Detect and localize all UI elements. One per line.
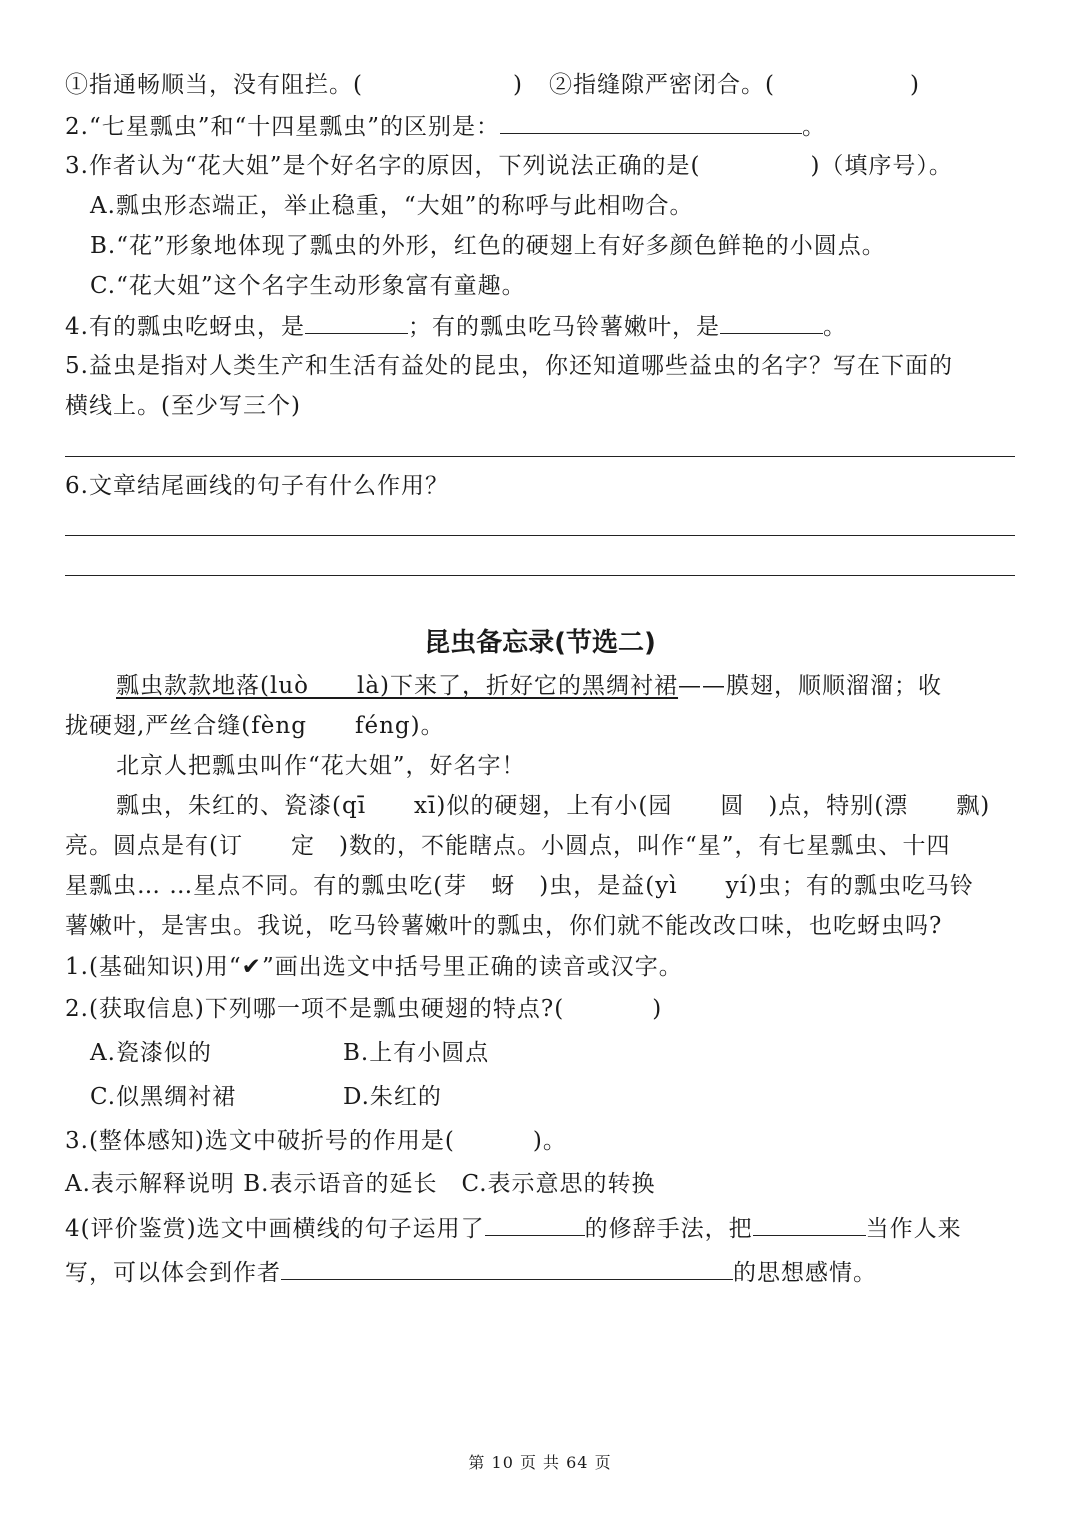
p2-q3-line: [65, 1126, 567, 1156]
p2-q4-blank-1[interactable]: [485, 1213, 585, 1236]
q4-text-b: ；有的瓢虫吃马铃薯嫩叶，是: [407, 314, 720, 340]
q1-sub1-close: ): [512, 72, 523, 98]
q6-answer-line-2[interactable]: [65, 575, 1015, 576]
q4-text-a: 4.有的瓢虫吃蚜虫，是: [65, 314, 305, 340]
passage-p1-line1-rest: ——膜翅，顺顺溜溜；收: [678, 673, 943, 699]
q3-option-a: A.瓢虫形态端正，举止稳重，“大姐”的称呼与此相吻合。: [90, 193, 694, 219]
q3-option-c: C.“花大姐”这个名字生动形象富有童趣。: [90, 273, 526, 299]
q6-text: 6.文章结尾画线的句子有什么作用？: [65, 473, 449, 499]
p2-q1-post: ”画出选文中括号里正确的读音或汉字。: [261, 954, 683, 980]
section-title: 昆虫备忘录(节选二): [424, 628, 656, 658]
q2-end: 。: [801, 114, 826, 140]
passage-p3-line2: 亮。圆点是有(订 定 )数的，不能瞎点。小圆点，叫作“星”，有七星瓢虫、十四: [65, 833, 951, 859]
page-number-footer: 第 10 页 共 64 页: [468, 1453, 612, 1472]
underlined-sentence: 瓢虫款款地落(luò là)下来了，折好它的黑绸衬裙: [116, 673, 679, 699]
passage-p3-line1: 瓢虫，朱红的、瓷漆(qī xī)似的硬翅，上有小(园 圆 )点，特别(漂 飘): [116, 793, 991, 819]
q5-answer-line[interactable]: [65, 456, 1015, 457]
q2-text: 2.“七星瓢虫”和“十四星瓢虫”的区别是：: [65, 114, 500, 140]
p2-q3-options: A.表示解释说明 B.表示语音的延长 C.表示意思的转换: [65, 1171, 656, 1197]
q3-text: 3.作者认为“花大姐”是个好名字的原因，下列说法正确的是(: [65, 153, 701, 179]
p2-q4-line2-b: 的思想感情。: [733, 1260, 877, 1286]
passage-p1-line2: 拢硬翅,严丝合缝(fèng féng)。: [65, 713, 445, 739]
p2-q4-blank-3[interactable]: [281, 1257, 733, 1280]
q1-sub1-text: ①指通畅顺当，没有阻拦。(: [65, 72, 363, 98]
p2-q4-line1: [65, 1213, 962, 1244]
passage-p3-line3: 星瓢虫… …星点不同。有的瓢虫吃(芽 蚜 )虫，是益(yì yí)虫；有的瓢虫吃马铃: [65, 873, 974, 899]
p2-q2-close: ): [652, 996, 663, 1022]
p2-q4-line2-a: 写，可以体会到作者: [65, 1260, 281, 1286]
q3-option-b: B.“花”形象地体现了瓢虫的外形，红色的硬翅上有好多颜色鲜艳的小圆点。: [90, 233, 886, 259]
q2-line: [65, 111, 826, 142]
passage-p1-line1: [116, 671, 942, 701]
checkmark-icon: ✔: [241, 954, 262, 980]
p2-q4-text-c: 当作人来: [865, 1216, 962, 1242]
q1-sub2-close: ): [909, 72, 920, 98]
p2-q1-line: [65, 952, 683, 982]
p2-q1-pre: 1.(基础知识)用“: [65, 954, 242, 980]
q2-answer-blank[interactable]: [500, 111, 802, 134]
p2-q4-text-b: 的修辞手法，把: [584, 1216, 753, 1242]
q5-line-1: 5.益虫是指对人类生产和生活有益处的昆虫，你还知道哪些益虫的名字？写在下面的: [65, 353, 953, 379]
q3-end: )（填序号）。: [810, 153, 953, 179]
q4-blank-2[interactable]: [720, 311, 823, 334]
q6-answer-line-1[interactable]: [65, 535, 1015, 536]
q4-blank-1[interactable]: [305, 311, 408, 334]
p2-q3-text: 3.(整体感知)选文中破折号的作用是(: [65, 1128, 455, 1154]
passage-p3-line4: 薯嫩叶，是害虫。我说，吃马铃薯嫩叶的瓢虫，你们就不能改改口味，也吃蚜虫吗?: [65, 913, 943, 939]
q4-line: [65, 311, 847, 342]
p2-q2-option-a: A.瓷漆似的: [90, 1040, 212, 1066]
p2-q2-text: 2.(获取信息)下列哪一项不是瓢虫硬翅的特点?(: [65, 996, 565, 1022]
p2-q4-line2: [65, 1257, 877, 1288]
p2-q2-option-d: D.朱红的: [343, 1084, 442, 1110]
passage-p2: 北京人把瓢虫叫作“花大姐”，好名字！: [116, 753, 526, 779]
p2-q2-option-c: C.似黑绸衬裙: [90, 1084, 237, 1110]
p2-q3-close: )。: [532, 1128, 567, 1154]
p2-q2-option-b: B.上有小圆点: [343, 1040, 490, 1066]
p2-q2-line: [65, 994, 662, 1024]
q5-line-2: 横线上。(至少写三个): [65, 393, 301, 419]
q4-end: 。: [822, 314, 847, 340]
p2-q4-blank-2[interactable]: [753, 1213, 866, 1236]
q1-word-meaning-line: [65, 70, 920, 100]
q3-line: [65, 151, 953, 181]
q1-sub2-text: ②指缝隙严密闭合。(: [548, 72, 775, 98]
p2-q4-text-a: 4(评价鉴赏)选文中画横线的句子运用了: [65, 1216, 485, 1242]
